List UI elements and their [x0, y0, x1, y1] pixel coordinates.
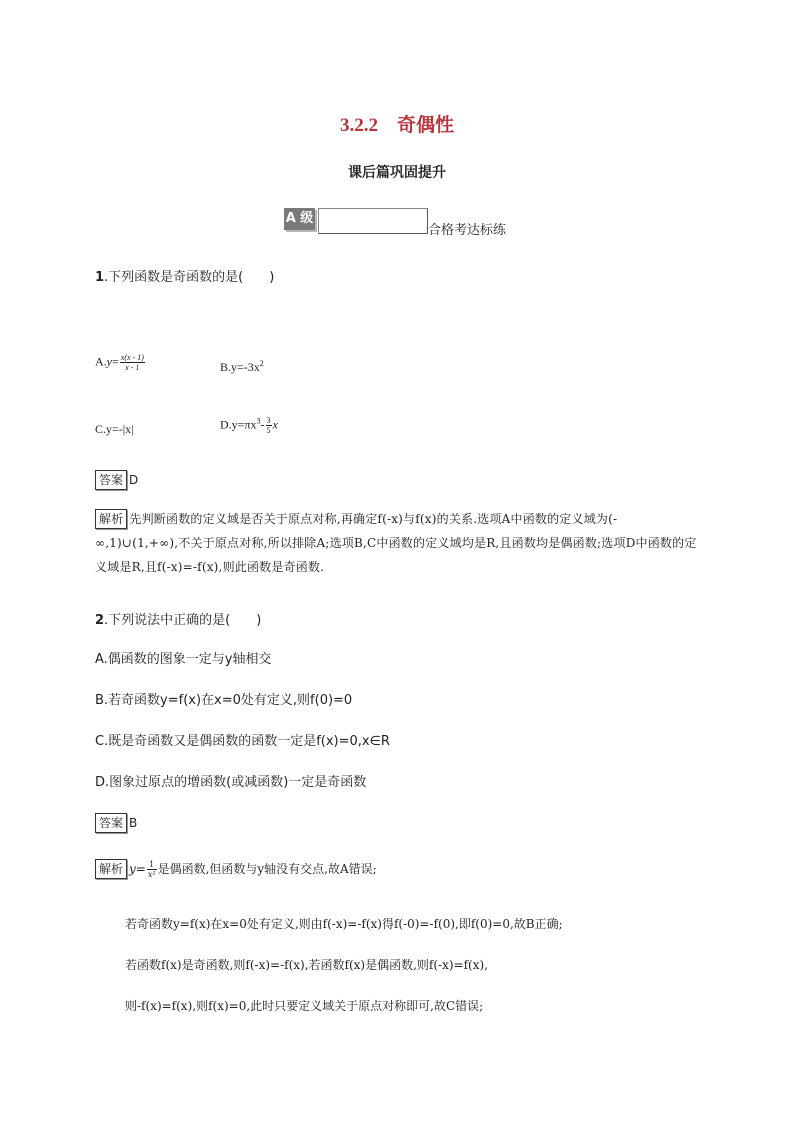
q1-option-d: $D.y=\pi x^3-$ $\frac{3}{5}$ x: [220, 416, 278, 435]
q1-answer-value: D: [129, 473, 139, 487]
analysis-tag: 解析: [95, 509, 127, 529]
question-2-number: 2: [95, 613, 105, 628]
q2-analysis-line-2: 若奇函数y=f(x)在x=0处有定义,则由f(-x)=-f(x)得f(-0)=-f(0),即f(0)=0,故B正确;: [125, 917, 563, 931]
question-2-stem: 2.下列说法中正确的是( ): [95, 613, 262, 628]
q2-analysis-line-4: 则-f(x)=f(x),则f(x)=0,此时只要定义域关于原点对称即可,故C错误;: [125, 999, 484, 1013]
q1-analysis-text: 先判断函数的定义域是否关于原点对称,再确定f(-x)与f(x)的关系.选项A中函数的定义域为(-∞,1)∪(1,+∞),不关于原点对称,所以排除A;选项B,C中函数的定义域均是R,且函数均是偶函数;选项D中函数的定义域是R,且f(-x)=-f(x),则此函数是奇函数.: [95, 512, 697, 574]
q2-answer: [95, 812, 137, 833]
q1-option-c: C.y=-|x|: [95, 422, 134, 436]
q2-option-d: D.图象过原点的增函数(或减函数)一定是奇函数: [95, 775, 367, 790]
q1-option-d-fraction: $\frac{3}{5}$: [266, 416, 271, 435]
q1-answer: [95, 469, 138, 490]
q1-option-b: $B.y=-3x^2$: [220, 359, 264, 374]
q1-option-a-fraction: $\frac{x(x - 1)}{x - 1}$: [120, 353, 144, 372]
q1-option-a: A.y= $\frac{x(x - 1)}{x - 1}$: [95, 353, 144, 372]
q2-analysis-fraction: $\frac{1}{\text{x²}}$: [147, 860, 156, 879]
level-label: 合格考达标练: [428, 223, 507, 238]
answer-tag: 答案: [95, 813, 127, 833]
q2-analysis-line-3: 若函数f(x)是奇函数,则f(-x)=-f(x),若函数f(x)是偶函数,则f(-x)=f(x),: [125, 958, 488, 972]
analysis-tag: 解析: [95, 859, 127, 879]
question-1-number: 1: [95, 270, 105, 285]
question-1-stem: 1.下列函数是奇函数的是( ): [95, 270, 275, 285]
page-subtitle: 课后篇巩固提升: [348, 165, 446, 181]
q1-analysis: [95, 507, 699, 579]
level-badge: A 级: [284, 208, 315, 230]
q2-option-b: B.若奇函数y=f(x)在x=0处有定义,则f(0)=0: [95, 693, 353, 708]
q2-option-a: A.偶函数的图象一定与y轴相交: [95, 652, 272, 667]
answer-tag: 答案: [95, 470, 127, 490]
q2-option-c: C.既是奇函数又是偶函数的函数一定是f(x)=0,x∈R: [95, 734, 390, 749]
q2-answer-value: B: [129, 816, 138, 830]
q2-analysis: 解析 y= $\frac{1}{\text{x²}}$ 是偶函数,但函数与y轴没有交点,故A错误;: [95, 859, 377, 879]
page-title: 3.2.2 奇偶性: [339, 115, 454, 136]
level-score-box: [318, 208, 428, 234]
